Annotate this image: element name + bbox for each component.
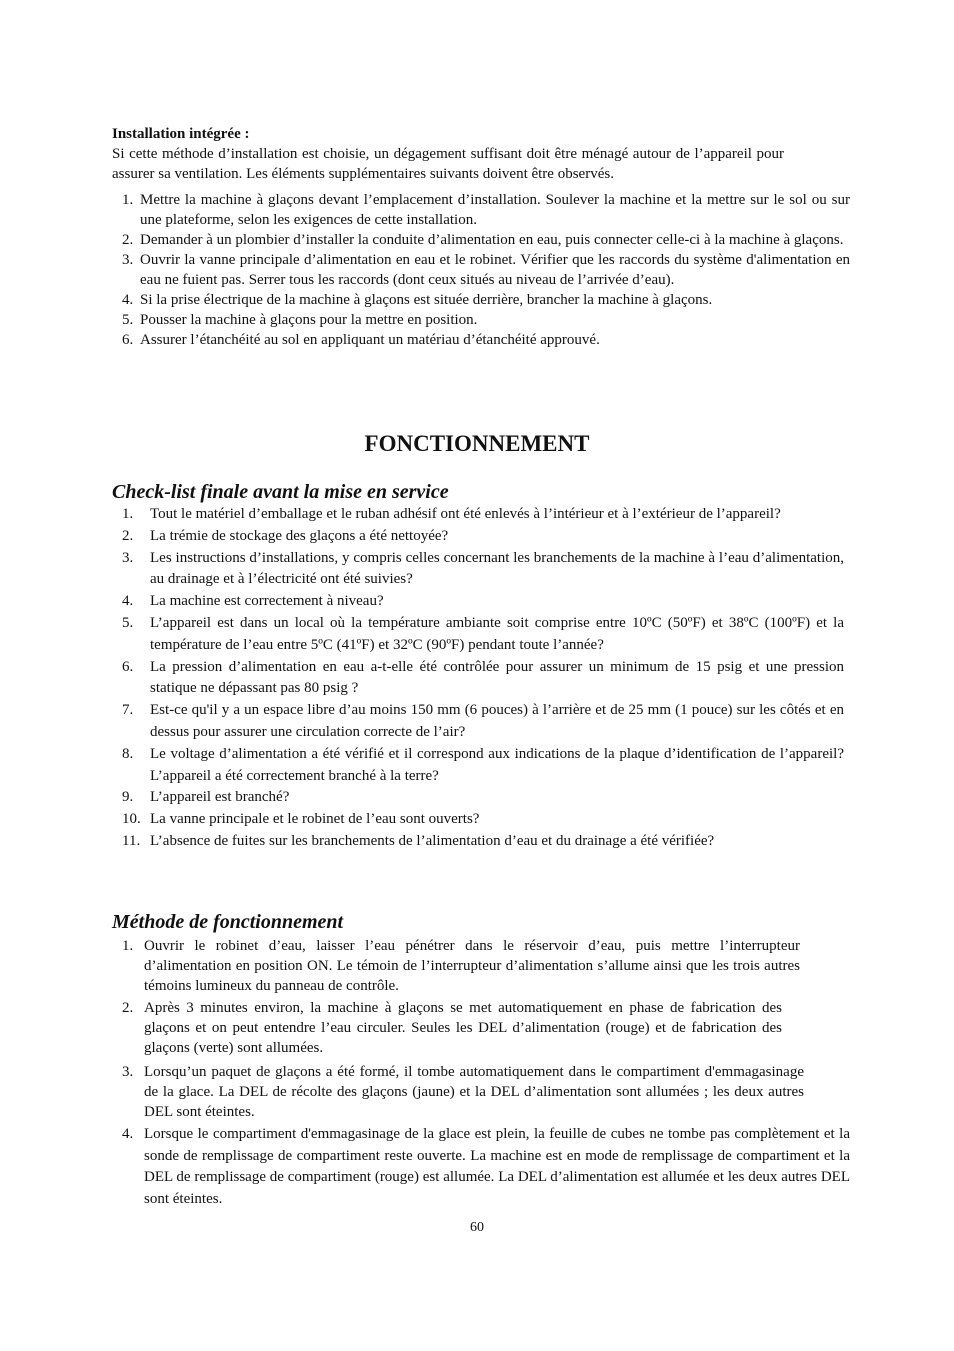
installation-label: Installation intégrée : bbox=[112, 126, 250, 142]
list-item bbox=[122, 744, 844, 788]
list-item-number: 6. bbox=[122, 658, 134, 675]
list-item-number: 8. bbox=[122, 745, 134, 762]
list-item-number: 4. bbox=[122, 593, 134, 610]
installation-section bbox=[112, 124, 784, 184]
list-item-text: Les instructions d’installations, y compris celles concernant les branchements de la machine à l’eau d’alimentation, au drainage et à l’électricité ont été suivies? bbox=[150, 549, 844, 588]
page-title: FONCTIONNEMENT bbox=[364, 431, 590, 456]
method-section bbox=[112, 910, 850, 934]
checklist-list bbox=[122, 504, 844, 853]
method-list bbox=[122, 936, 850, 1210]
list-item bbox=[122, 190, 850, 230]
list-item-text: Tout le matériel d’emballage et le ruban adhésif ont été enlevés à l’intérieur et à l’extérieur de l’appareil? bbox=[150, 506, 781, 522]
checklist-section bbox=[112, 480, 850, 504]
list-item bbox=[122, 613, 844, 657]
list-item bbox=[122, 936, 800, 996]
list-item bbox=[122, 787, 844, 809]
list-item bbox=[122, 1124, 850, 1210]
list-item-number: 1. bbox=[122, 506, 134, 522]
installation-intro: Si cette méthode d’installation est choisie, un dégagement suffisant doit être ménagé autour de l’appareil pour assurer sa ventilation. Les éléments supplémentaires suivants doivent être observés. bbox=[112, 146, 784, 182]
page-number: 60 bbox=[470, 1220, 484, 1235]
list-item bbox=[122, 700, 844, 744]
checklist-title: Check-list finale avant la mise en service bbox=[112, 481, 449, 503]
list-item-text: Est-ce qu'il y a un espace libre d’au moins 150 mm (6 pouces) à l’arrière et de 25 mm (1 pouce) sur les côtés et en dessus pour assurer une circulation correcte de l’air? bbox=[150, 702, 844, 740]
list-item-text: La pression d’alimentation en eau a-t-elle été contrôlée pour assurer un minimum de 15 psig et une pression statique ne dépassant pas 80 psig ? bbox=[150, 658, 844, 697]
list-item-number: 1. bbox=[122, 938, 134, 954]
list-item-text: La vanne principale et le robinet de l’eau sont ouverts? bbox=[150, 811, 480, 828]
list-item-number: 9. bbox=[122, 789, 134, 806]
list-item-text: La machine est correctement à niveau? bbox=[150, 593, 384, 610]
list-item bbox=[122, 310, 850, 330]
list-item-text: L’appareil est dans un local où la température ambiante soit comprise entre 10ºC (50ºF) et 38ºC (100ºF) et la température de l’eau entre 5ºC (41ºF) et 32ºC (90ºF) pendant toute l’année? bbox=[150, 614, 844, 653]
list-item-text: L’absence de fuites sur les branchements de l’alimentation d’eau et du drainage a été vérifiée? bbox=[150, 832, 715, 849]
list-item bbox=[122, 290, 850, 310]
list-item-text: Lorsqu’un paquet de glaçons a été formé, il tombe automatiquement dans le compartiment d'emmagasinage de la glace. La DEL de récolte des glaçons (jaune) et la DEL d’alimentation sont allumées ; les deux autres DEL sont éteintes. bbox=[144, 1064, 804, 1120]
list-item-text: Pousser la machine à glaçons pour la mettre en position. bbox=[140, 312, 478, 328]
list-item-text: Demander à un plombier d’installer la conduite d’alimentation en eau, puis connecter celle-ci à la machine à glaçons. bbox=[140, 232, 844, 248]
list-item-text: Le voltage d’alimentation a été vérifié et il correspond aux indications de la plaque d’identification de l’appareil? L’appareil a été correctement branché à la terre? bbox=[150, 745, 844, 784]
list-item-number: 11. bbox=[122, 832, 141, 849]
list-item-text: Ouvrir la vanne principale d’alimentation en eau et le robinet. Vérifier que les raccords du système d'alimentation en eau ne fuient pas. Serrer tous les raccords (dont ceux situés au niveau de l’arrivée d’eau). bbox=[140, 252, 850, 288]
list-item bbox=[122, 831, 844, 853]
list-item bbox=[122, 230, 850, 250]
list-item bbox=[122, 526, 844, 548]
list-item-number: 3. bbox=[122, 252, 134, 268]
list-item-number: 2. bbox=[122, 1000, 134, 1016]
list-item bbox=[122, 998, 782, 1058]
list-item bbox=[122, 809, 844, 831]
list-item bbox=[122, 591, 844, 613]
list-item-number: 10. bbox=[122, 811, 141, 828]
list-item-text: Lorsque le compartiment d'emmagasinage de la glace est plein, la feuille de cubes ne tombe pas complètement et la sonde de remplissage de compartiment reste ouverte. La machine est en mode de remplissage de compartiment et la DEL de remplissage de compartiment (rouge) est allumée. La DEL d’alimentation est allumée et les deux autres DEL sont éteintes. bbox=[144, 1126, 850, 1207]
list-item-text: Assurer l’étanchéité au sol en appliquant un matériau d’étanchéité approuvé. bbox=[140, 332, 600, 348]
list-item bbox=[122, 330, 850, 350]
list-item-number: 6. bbox=[122, 332, 134, 348]
method-title: Méthode de fonctionnement bbox=[112, 911, 344, 933]
list-item-number: 4. bbox=[122, 1126, 134, 1142]
list-item bbox=[122, 1062, 804, 1122]
list-item-number: 3. bbox=[122, 549, 134, 566]
list-item-number: 3. bbox=[122, 1064, 134, 1080]
list-item bbox=[122, 504, 844, 526]
list-item-text: Après 3 minutes environ, la machine à glaçons se met automatiquement en phase de fabrication des glaçons et on peut entendre l’eau circuler. Seules les DEL d’alimentation (rouge) et de fabrication des glaçons (verte) sont allumées. bbox=[144, 1000, 782, 1056]
list-item bbox=[122, 250, 850, 290]
list-item-number: 5. bbox=[122, 614, 134, 631]
list-item-number: 2. bbox=[122, 232, 134, 248]
list-item-number: 5. bbox=[122, 312, 134, 328]
list-item-number: 1. bbox=[122, 192, 134, 208]
list-item-number: 7. bbox=[122, 702, 134, 719]
list-item-text: L’appareil est branché? bbox=[150, 789, 290, 806]
list-item-text: Ouvrir le robinet d’eau, laisser l’eau pénétrer dans le réservoir d’eau, puis mettre l’interrupteur d’alimentation en position ON. Le témoin de l’interrupteur d’alimentation s’allume ainsi que les trois autres témoins lumineux du panneau de contrôle. bbox=[144, 938, 800, 994]
list-item bbox=[122, 657, 844, 701]
list-item-text: Si la prise électrique de la machine à glaçons est située derrière, brancher la machine à glaçons. bbox=[140, 292, 713, 308]
installation-list bbox=[122, 190, 850, 350]
list-item-text: Mettre la machine à glaçons devant l’emplacement d’installation. Soulever la machine et la mettre sur le sol ou sur une plateforme, selon les exigences de cette installation. bbox=[140, 192, 850, 228]
list-item-number: 4. bbox=[122, 292, 134, 308]
list-item bbox=[122, 548, 844, 592]
list-item-text: La trémie de stockage des glaçons a été nettoyée? bbox=[150, 527, 449, 544]
list-item-number: 2. bbox=[122, 527, 134, 544]
